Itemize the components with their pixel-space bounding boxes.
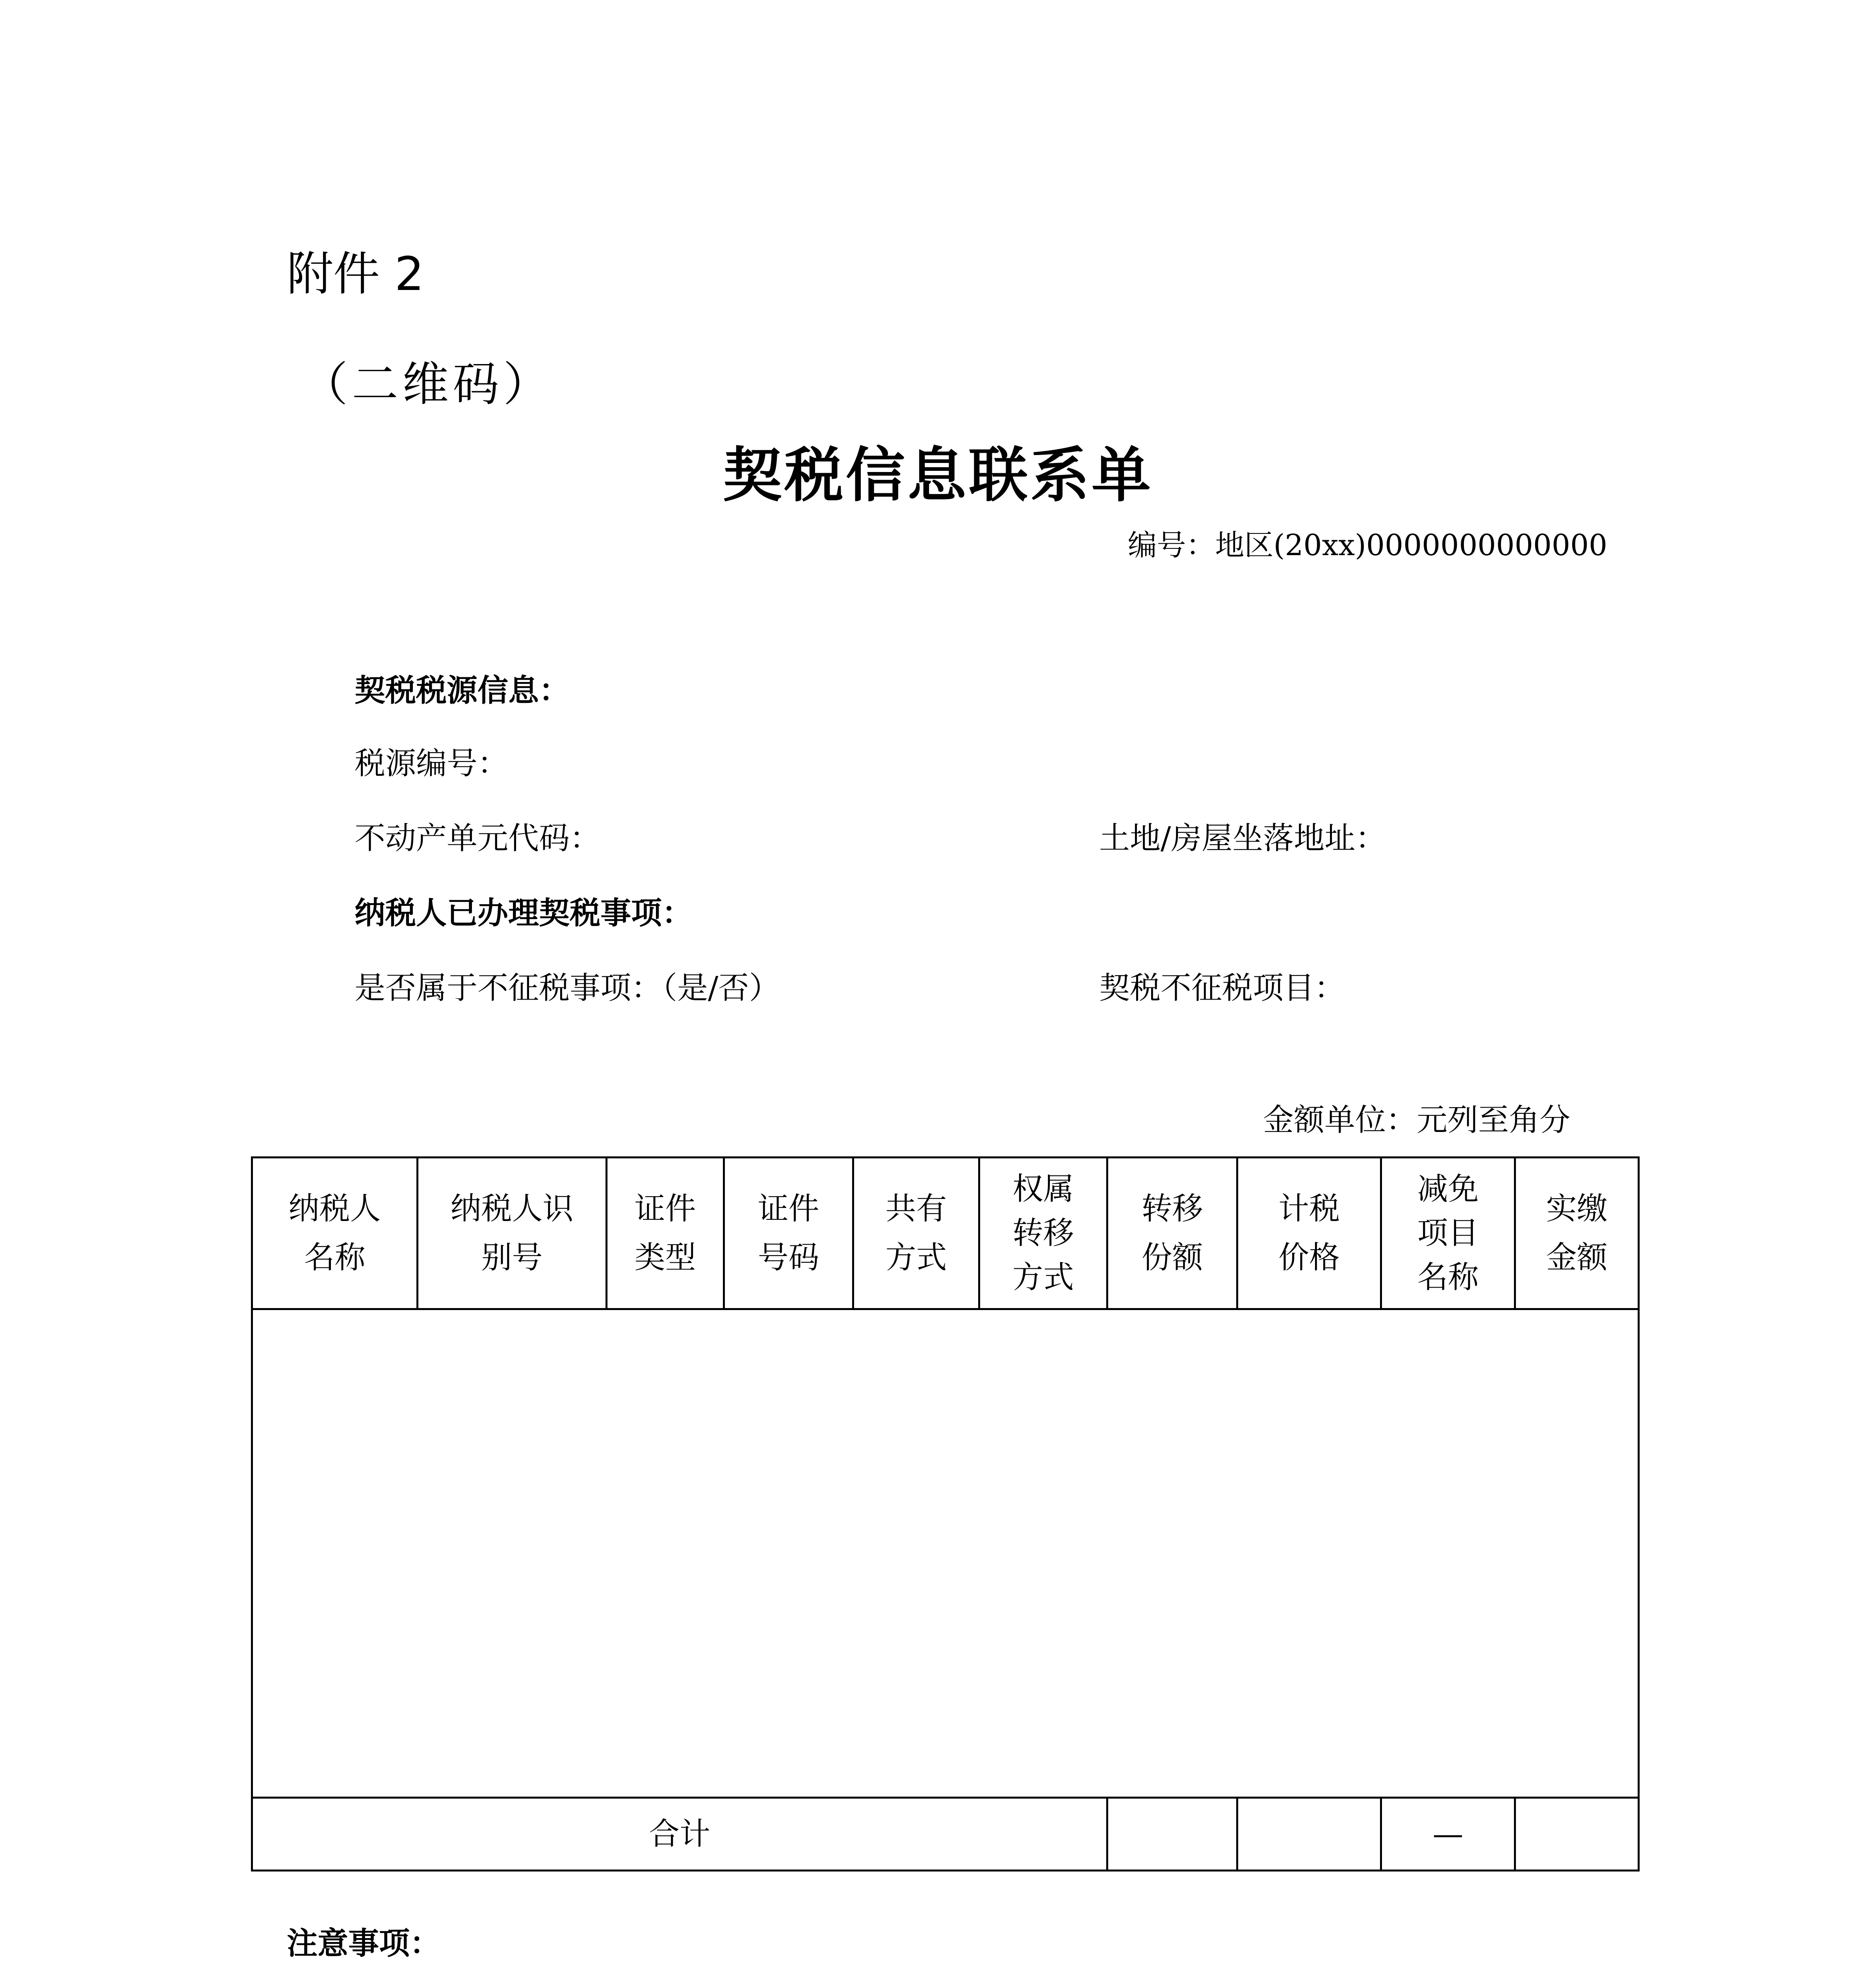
tax-info-table bbox=[251, 1156, 1640, 1872]
header-co-ownership: 共有 方式 bbox=[853, 1158, 979, 1309]
notes-heading: 注意事项： bbox=[287, 1925, 441, 1961]
total-label: 合计 bbox=[252, 1798, 1107, 1871]
header-id-number: 证件 号码 bbox=[724, 1158, 853, 1309]
header-paid-amount: 实缴 金额 bbox=[1515, 1158, 1639, 1309]
serial-number: 编号：地区(20xx)0000000000000 bbox=[1127, 528, 1607, 562]
header-exemption-item: 减免 项目 名称 bbox=[1381, 1158, 1515, 1309]
note-item bbox=[319, 1968, 994, 1970]
header-taxable-price: 计税 价格 bbox=[1237, 1158, 1381, 1309]
property-address-label: 土地/房屋坐落地址： bbox=[1099, 821, 1386, 856]
tax-source-number-label: 税源编号： bbox=[355, 746, 509, 781]
header-taxpayer-name: 纳税人 名称 bbox=[252, 1158, 418, 1309]
total-paid-amount bbox=[1515, 1798, 1639, 1871]
non-taxable-item-label: 契税不征税项目： bbox=[1099, 970, 1345, 1006]
total-transfer-share bbox=[1107, 1798, 1237, 1871]
property-unit-code-label: 不动产单元代码： bbox=[355, 821, 601, 856]
non-taxable-question: 是否属于不征税事项：（是/否） bbox=[355, 970, 780, 1006]
header-transfer-share: 转移 份额 bbox=[1107, 1158, 1237, 1309]
total-taxable-price bbox=[1237, 1798, 1381, 1871]
header-transfer-method: 权属 转移 方式 bbox=[979, 1158, 1107, 1309]
attachment-label: 附件 2 bbox=[287, 247, 424, 301]
tax-source-heading: 契税税源信息： bbox=[355, 673, 570, 708]
table-header-row bbox=[252, 1158, 1639, 1309]
header-taxpayer-id: 纳税人识 别号 bbox=[418, 1158, 607, 1309]
table-body-area bbox=[252, 1309, 1639, 1798]
header-id-type: 证件 类型 bbox=[607, 1158, 724, 1309]
qr-code-placeholder: （二维码） bbox=[301, 357, 554, 411]
amount-unit-note: 金额单位：元列至角分 bbox=[1263, 1102, 1570, 1138]
total-exemption-dash: — bbox=[1381, 1798, 1515, 1871]
handled-items-heading: 纳税人已办理契税事项： bbox=[355, 895, 693, 931]
table-total-row bbox=[252, 1798, 1639, 1871]
document-title: 契税信息联系单 bbox=[723, 440, 1153, 510]
table-data-blank bbox=[252, 1309, 1639, 1798]
